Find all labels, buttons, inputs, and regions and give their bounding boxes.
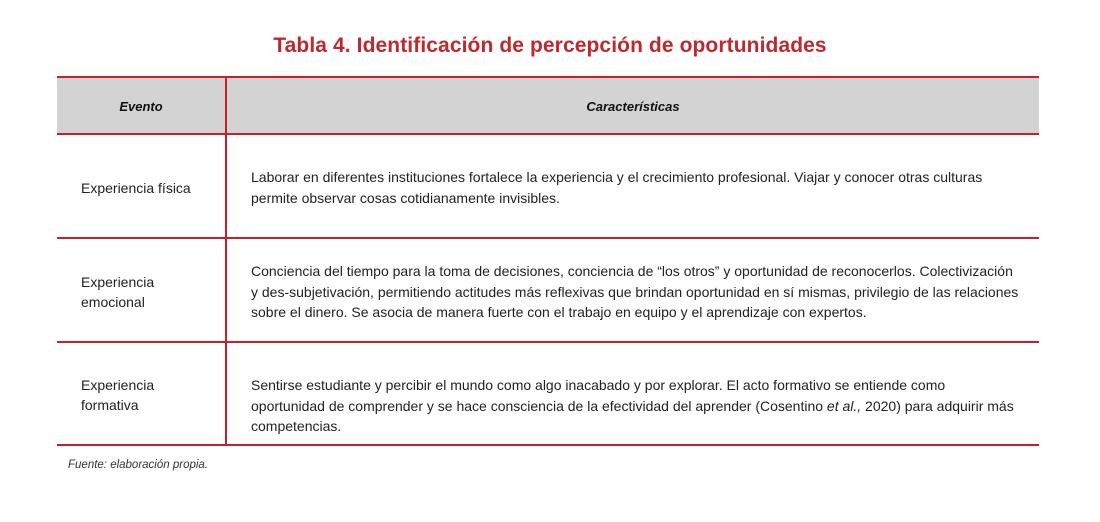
text-segment: 2020) para adquirir más competencias.	[251, 397, 1014, 434]
header-evento: Evento	[119, 99, 163, 114]
row-caracteristicas-cell: Conciencia del tiempo para la toma de decisiones, conciencia de “los otros” y oportunidad de reconocerlos. Colectivización y des-subjetivación, permitiendo actitudes más reflexivas que brindan oportunidad en sí mismas, privilegio de las relaciones sobre el dinero. Se asocia de manera fuerte con el trabajo en equipo y el aprendizaje con expertos.	[251, 263, 1019, 320]
row-evento-cell: Experiencia emocional	[81, 274, 155, 310]
table-title: Tabla 4. Identificación de percepción de oportunidades	[273, 34, 827, 57]
column-divider	[225, 239, 227, 341]
italic-citation: et al.,	[826, 397, 862, 414]
row-caracteristicas-cell: Laborar en diferentes instituciones fortalece la experiencia y el crecimiento profesional. Viajar y conocer otras culturas permite observar cosas cotidianamente invisibles.	[251, 169, 983, 206]
table-source-note: Fuente: elaboración propia.	[68, 459, 209, 471]
row-caracteristicas-cell	[251, 375, 1021, 437]
text-segment: Sentirse estudiante y percibir el mundo como algo inacabado y por explorar. El acto formativo se entiende como oportunidad de comprender y se hace consciencia de la efectividad del aprender (Cosentino	[251, 377, 946, 414]
column-divider	[225, 343, 227, 446]
table-row	[57, 239, 1039, 343]
data-table	[57, 76, 1039, 446]
column-divider	[225, 135, 227, 237]
table-row	[57, 343, 1039, 446]
table-row	[57, 135, 1039, 239]
header-caracteristicas: Características	[586, 99, 680, 114]
table-header-row	[57, 78, 1039, 135]
row-evento-cell: Experiencia formativa	[81, 377, 155, 413]
row-evento-cell: Experiencia física	[81, 180, 191, 196]
